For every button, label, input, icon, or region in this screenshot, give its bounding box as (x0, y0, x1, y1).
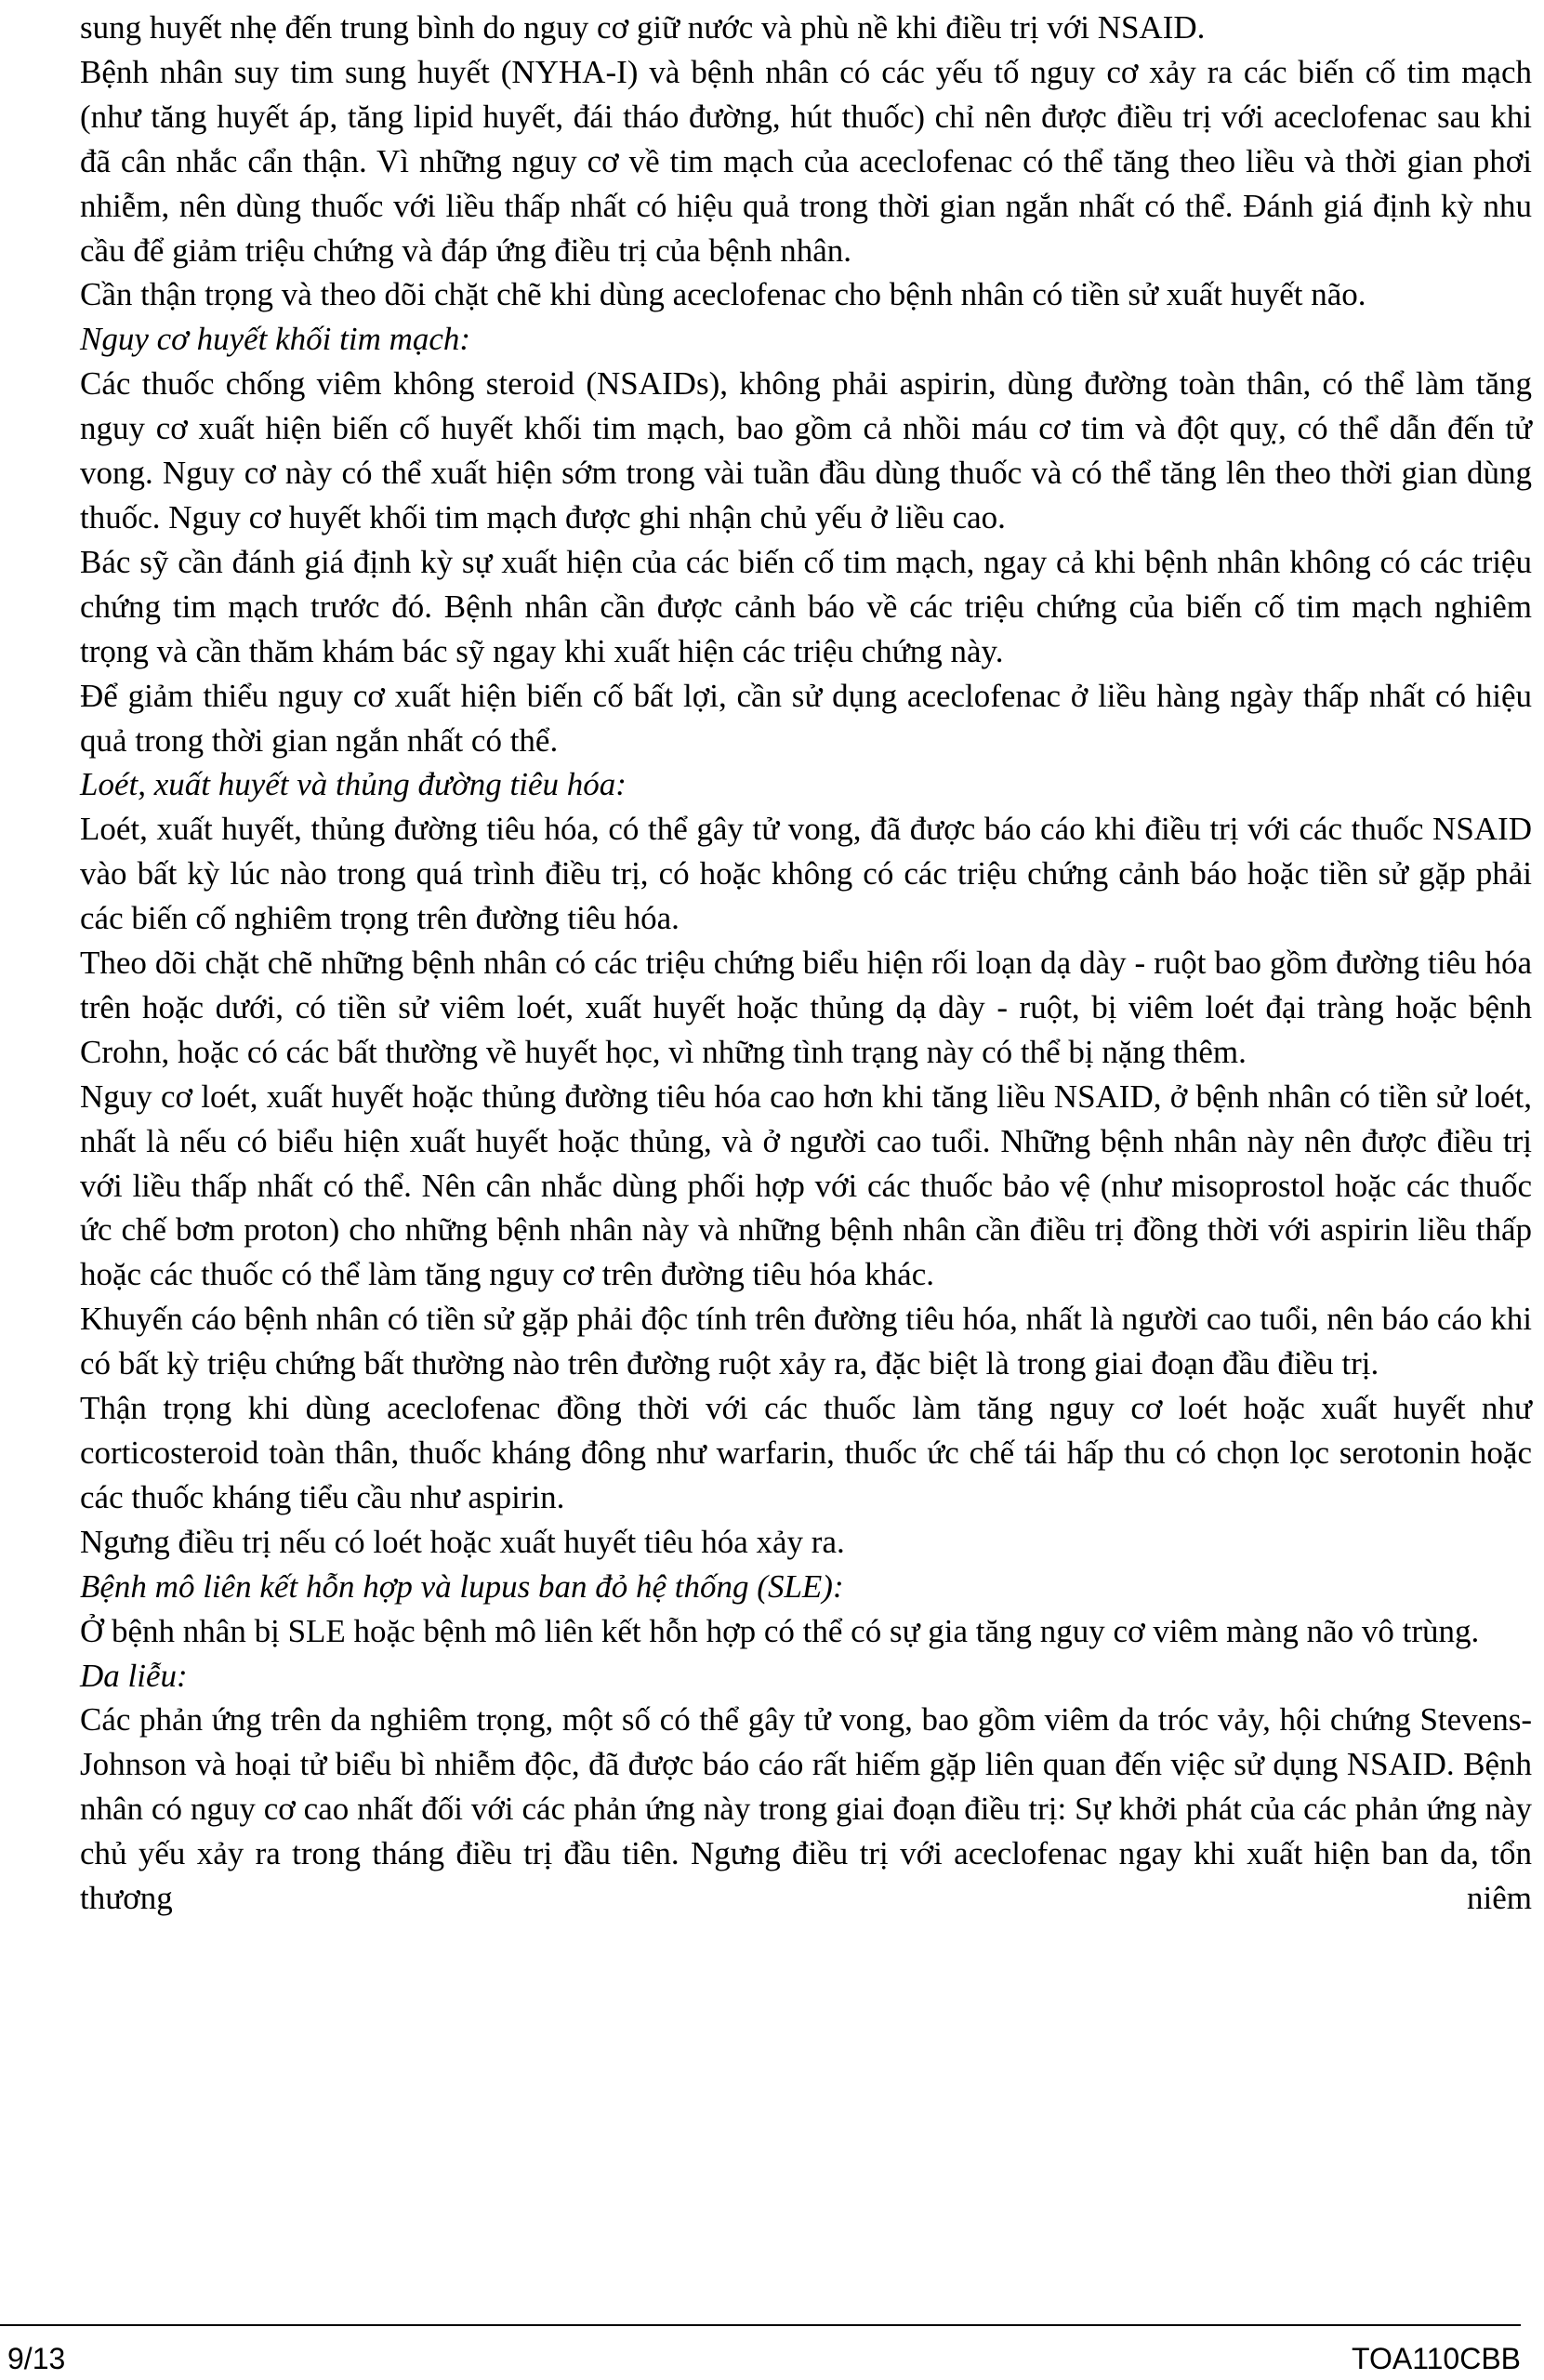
paragraph: Các thuốc chống viêm không steroid (NSAIDs), không phải aspirin, dùng đường toàn thân, có thể làm tăng nguy cơ xuất hiện biến cố huyết khối tim mạch, bao gồm cả nhồi máu cơ tim và đột quỵ, có thể dẫn đến tử vong. Nguy cơ này có thể xuất hiện sớm trong vài tuần đầu dùng thuốc và có thể tăng lên theo thời gian dùng thuốc. Nguy cơ huyết khối tim mạch được ghi nhận chủ yếu ở liều cao. (80, 365, 1532, 536)
section-heading: Da liễu: (80, 1657, 188, 1694)
page-number: 9/13 (7, 2342, 66, 2375)
footer-divider (0, 2324, 1521, 2326)
paragraph: Ngưng điều trị nếu có loét hoặc xuất huyết tiêu hóa xảy ra. (80, 1523, 845, 1560)
paragraph-continued: Các phản ứng trên da nghiêm trọng, một số có thể gây tử vong, bao gồm viêm da tróc vảy, hội chứng Stevens-Johnson và hoại tử biểu bì nhiễm độc, đã được báo cáo rất hiếm gặp liên quan đến việc sử dụng NSAID. Bệnh nhân có nguy cơ cao nhất đối với các phản ứng này trong giai đoạn điều trị: Sự khởi phát của các phản ứng này chủ yếu xảy ra trong tháng điều trị đầu tiên. Ngưng điều trị với aceclofenac ngay khi xuất hiện ban da, tổn thương niêm (80, 1701, 1532, 1917)
section-heading: Bệnh mô liên kết hỗn hợp và lupus ban đỏ hệ thống (SLE): (80, 1567, 844, 1605)
paragraph: Bác sỹ cần đánh giá định kỳ sự xuất hiện của các biến cố tim mạch, ngay cả khi bệnh nhân không có các triệu chứng tim mạch trước đó. Bệnh nhân cần được cảnh báo về các triệu chứng của biến cố tim mạch nghiêm trọng và cần thăm khám bác sỹ ngay khi xuất hiện các triệu chứng này. (80, 543, 1532, 669)
paragraph: Thận trọng khi dùng aceclofenac đồng thời với các thuốc làm tăng nguy cơ loét hoặc xuất huyết như corticosteroid toàn thân, thuốc kháng đông như warfarin, thuốc ức chế tái hấp thu có chọn lọc serotonin hoặc các thuốc kháng tiểu cầu như aspirin. (80, 1390, 1532, 1515)
paragraph: Theo dõi chặt chẽ những bệnh nhân có các triệu chứng biểu hiện rối loạn dạ dày - ruột bao gồm đường tiêu hóa trên hoặc dưới, có tiền sử viêm loét, xuất huyết hoặc thủng dạ dày - ruột, bị viêm loét đại tràng hoặc bệnh Crohn, hoặc có các bất thường về huyết học, vì những tình trạng này có thể bị nặng thêm. (80, 945, 1532, 1070)
paragraph: sung huyết nhẹ đến trung bình do nguy cơ giữ nước và phù nề khi điều trị với NSAID. (80, 9, 1206, 46)
document-body (80, 6, 1532, 1921)
section-heading: Loét, xuất huyết và thủng đường tiêu hóa: (80, 766, 627, 803)
paragraph: Nguy cơ loét, xuất huyết hoặc thủng đường tiêu hóa cao hơn khi tăng liều NSAID, ở bệnh nhân có tiền sử loét, nhất là nếu có biểu hiện xuất huyết hoặc thủng, và ở người cao tuổi. Những bệnh nhân này nên được điều trị với liều thấp nhất có thể. Nên cân nhắc dùng phối hợp với các thuốc bảo vệ (như misoprostol hoặc các thuốc ức chế bơm proton) cho những bệnh nhân này và những bệnh nhân cần điều trị đồng thời với aspirin liều thấp hoặc các thuốc có thể làm tăng nguy cơ trên đường tiêu hóa khác. (80, 1078, 1532, 1293)
paragraph: Để giảm thiểu nguy cơ xuất hiện biến cố bất lợi, cần sử dụng aceclofenac ở liều hàng ngày thấp nhất có hiệu quả trong thời gian ngắn nhất có thể. (80, 677, 1532, 759)
paragraph: Loét, xuất huyết, thủng đường tiêu hóa, có thể gây tử vong, đã được báo cáo khi điều trị với các thuốc NSAID vào bất kỳ lúc nào trong quá trình điều trị, có hoặc không có các triệu chứng cảnh báo hoặc tiền sử gặp phải các biến cố nghiêm trọng trên đường tiêu hóa. (80, 811, 1532, 937)
section-heading: Nguy cơ huyết khối tim mạch: (80, 321, 471, 358)
document-code: TOA110CBB (1351, 2342, 1521, 2375)
paragraph: Ở bệnh nhân bị SLE hoặc bệnh mô liên kết hỗn hợp có thể có sự gia tăng nguy cơ viêm màng não vô trùng. (80, 1612, 1480, 1649)
paragraph: Cần thận trọng và theo dõi chặt chẽ khi dùng aceclofenac cho bệnh nhân có tiền sử xuất huyết não. (80, 276, 1366, 313)
paragraph: Khuyến cáo bệnh nhân có tiền sử gặp phải độc tính trên đường tiêu hóa, nhất là người cao tuổi, nên báo cáo khi có bất kỳ triệu chứng bất thường nào trên đường ruột xảy ra, đặc biệt là trong giai đoạn đầu điều trị. (80, 1301, 1532, 1382)
paragraph: Bệnh nhân suy tim sung huyết (NYHA-I) và bệnh nhân có các yếu tố nguy cơ xảy ra các biến cố tim mạch (như tăng huyết áp, tăng lipid huyết, đái tháo đường, hút thuốc) chỉ nên được điều trị với aceclofenac sau khi đã cân nhắc cẩn thận. Vì những nguy cơ về tim mạch của aceclofenac có thể tăng theo liều và thời gian phơi nhiễm, nên dùng thuốc với liều thấp nhất có hiệu quả trong thời gian ngắn nhất có thể. Đánh giá định kỳ nhu cầu để giảm triệu chứng và đáp ứng điều trị của bệnh nhân. (80, 53, 1532, 269)
